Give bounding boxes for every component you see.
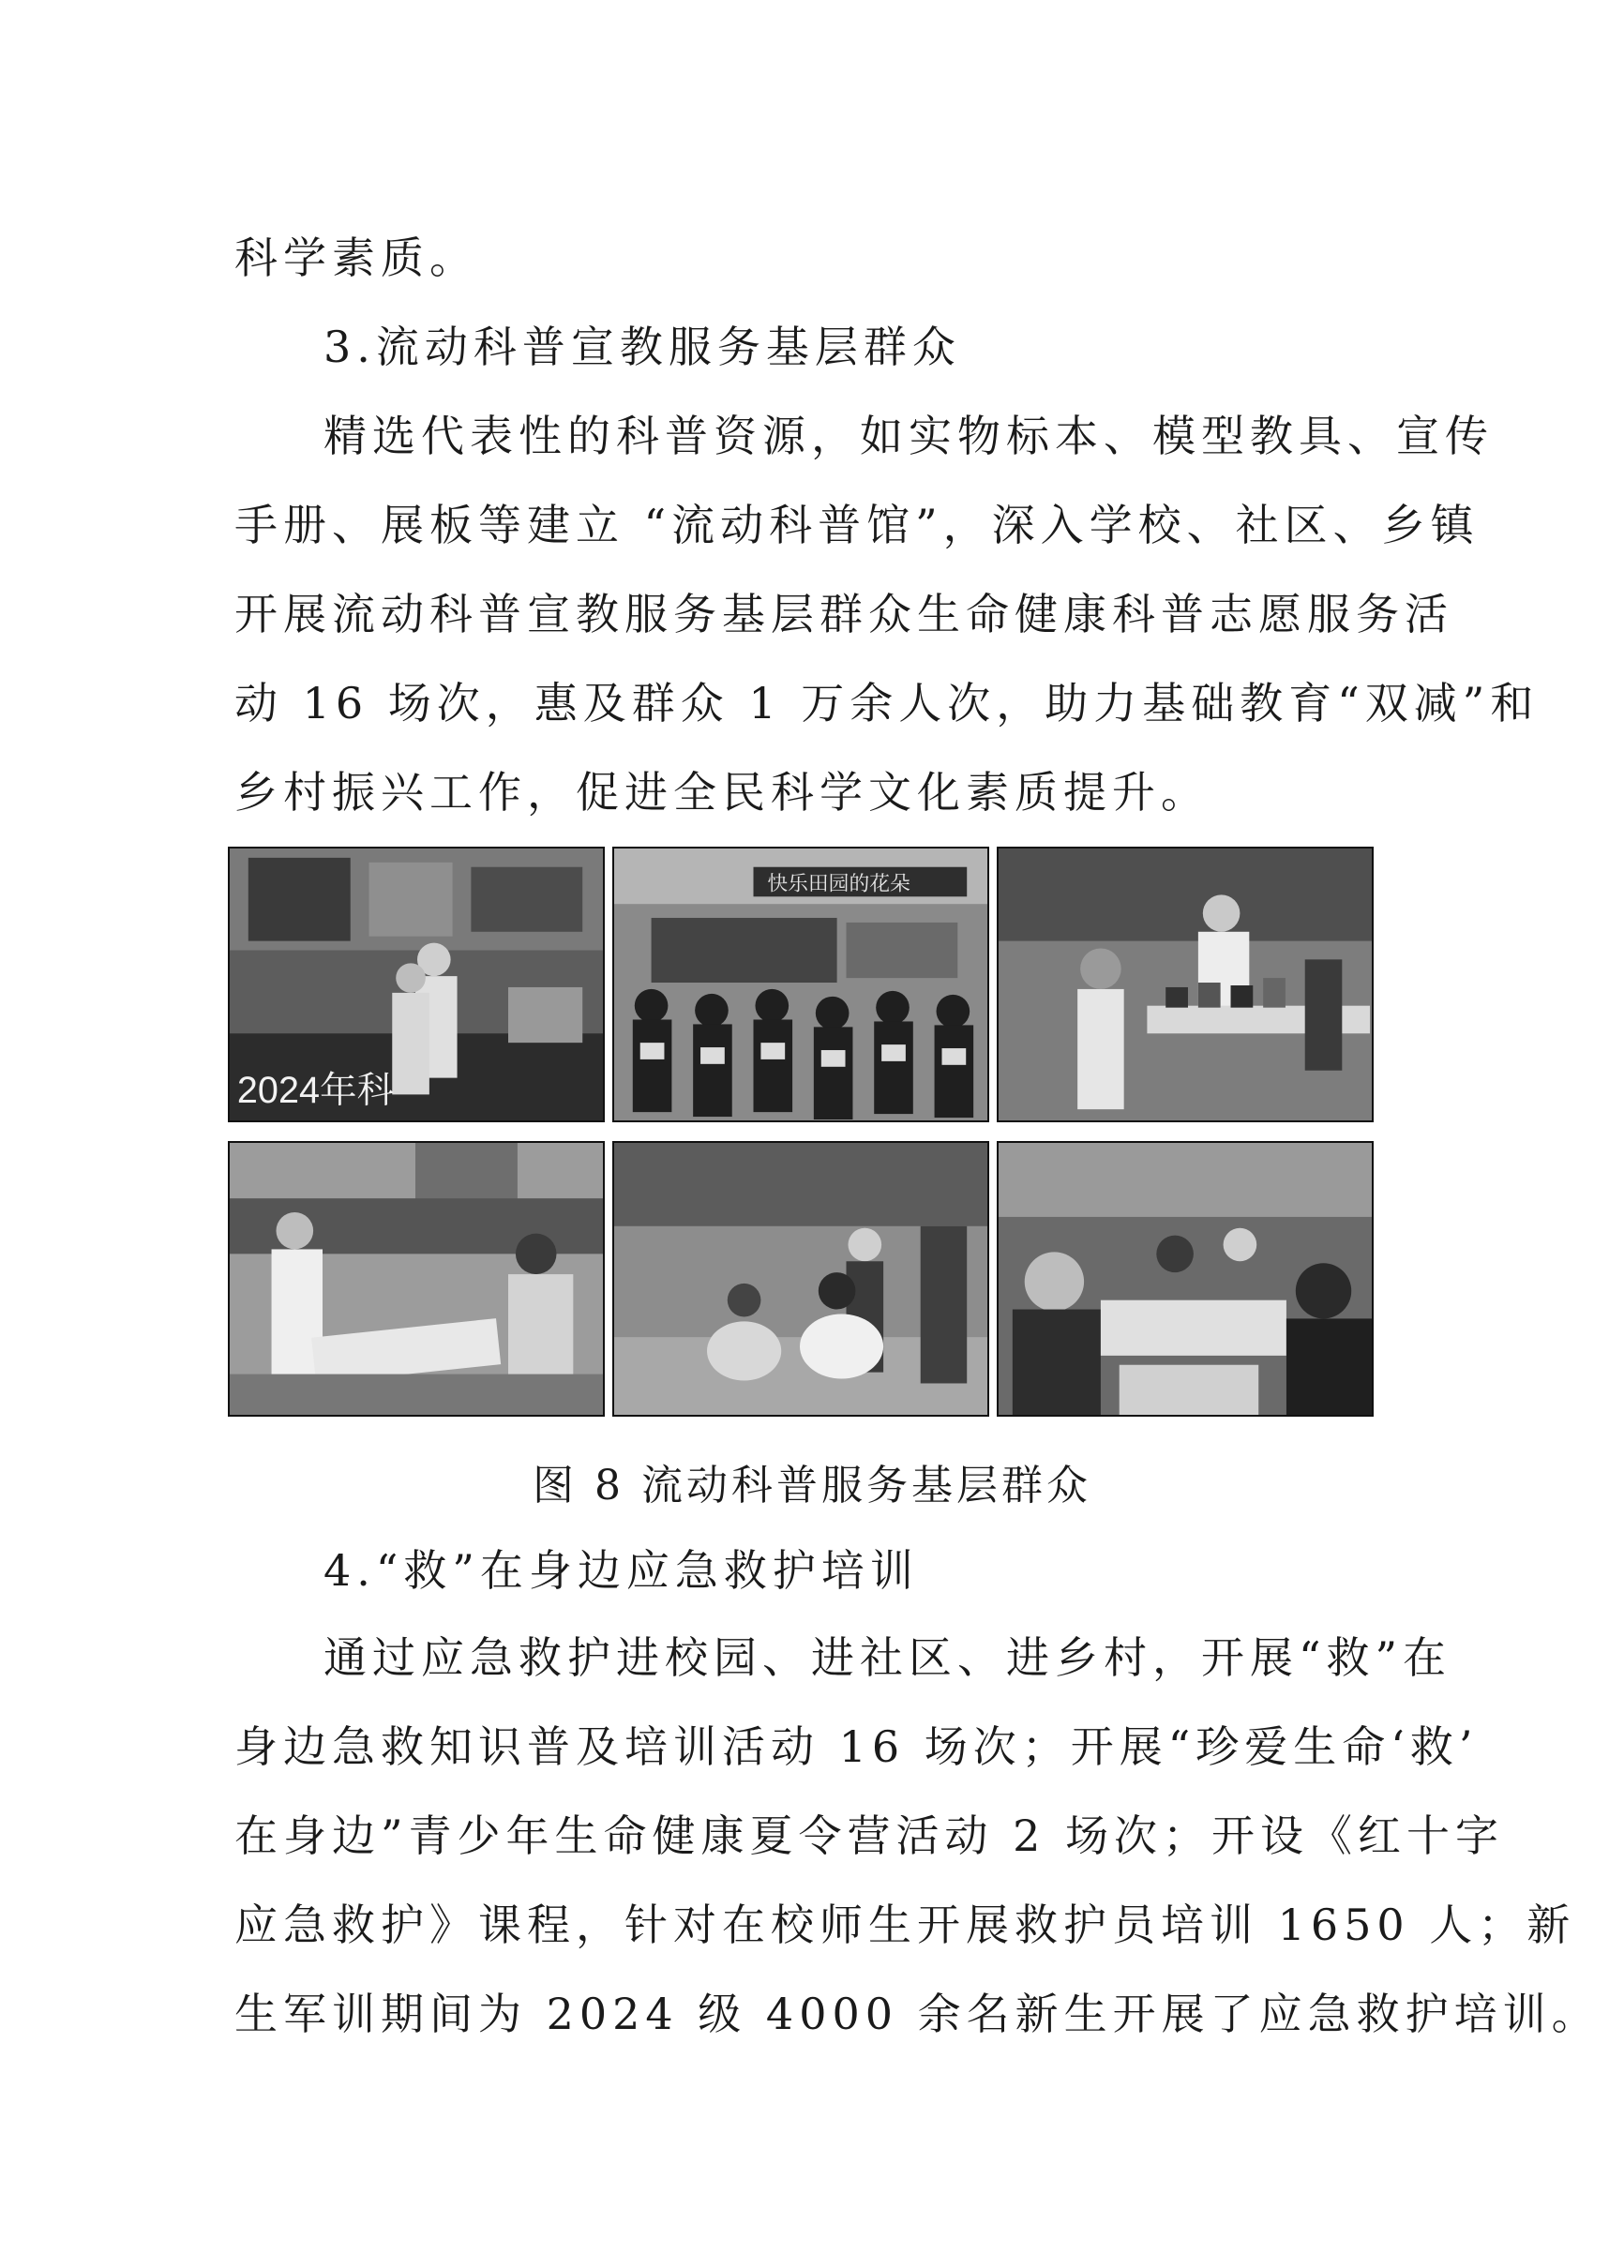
section-4-line-2: 身边急救知识普及培训活动 16 场次；开展“珍爱生命‘救’	[234, 1721, 1479, 1772]
photo-outdoor-crowd	[228, 1141, 605, 1417]
photo1-banner-text: 2024年科	[236, 1070, 395, 1112]
section-4-heading: 4.“救”在身边应急救护培训	[323, 1545, 919, 1596]
section-3-heading: 3.流动科普宣教服务基层群众	[323, 322, 961, 372]
paragraph-tail: 科学素质。	[234, 233, 478, 283]
section-3-line-3: 开展流动科普宣教服务基层群众生命健康科普志愿服务活	[234, 589, 1453, 639]
photo-specimen-table	[997, 847, 1374, 1122]
section-4-line-5: 生军训期间为 2024 级 4000 余名新生开展了应急救护培训。	[234, 1989, 1601, 2039]
section-3-line-1: 精选代表性的科普资源，如实物标本、模型教具、宣传	[323, 411, 1494, 461]
figure-caption: 图 8 流动科普服务基层群众	[533, 1462, 1091, 1509]
photo-volunteers-crouching	[612, 1141, 989, 1417]
section-4-line-4: 应急救护》课程，针对在校师生开展救护员培训 1650 人；新	[234, 1900, 1576, 1950]
section-4-line-3: 在身边”青少年生命健康夏令营活动 2 场次；开设《红十字	[234, 1810, 1505, 1861]
section-3-line-4: 动 16 场次，惠及群众 1 万余人次，助力基础教育“双减”和	[234, 678, 1540, 728]
photo-exhibit-booth	[228, 847, 605, 1122]
section-3-line-5: 乡村振兴工作，促进全民科学文化素质提升。	[234, 767, 1210, 818]
photo-indoor-activity	[997, 1141, 1374, 1417]
section-3-line-2: 手册、展板等建立 “流动科普馆”，深入学校、社区、乡镇	[234, 500, 1480, 550]
section-4-line-1: 通过应急救护进校园、进社区、进乡村，开展“救”在	[323, 1632, 1452, 1683]
photo-children-exhibition	[612, 847, 989, 1122]
photo2-banner-text: 快乐田园的花朵	[767, 871, 910, 895]
